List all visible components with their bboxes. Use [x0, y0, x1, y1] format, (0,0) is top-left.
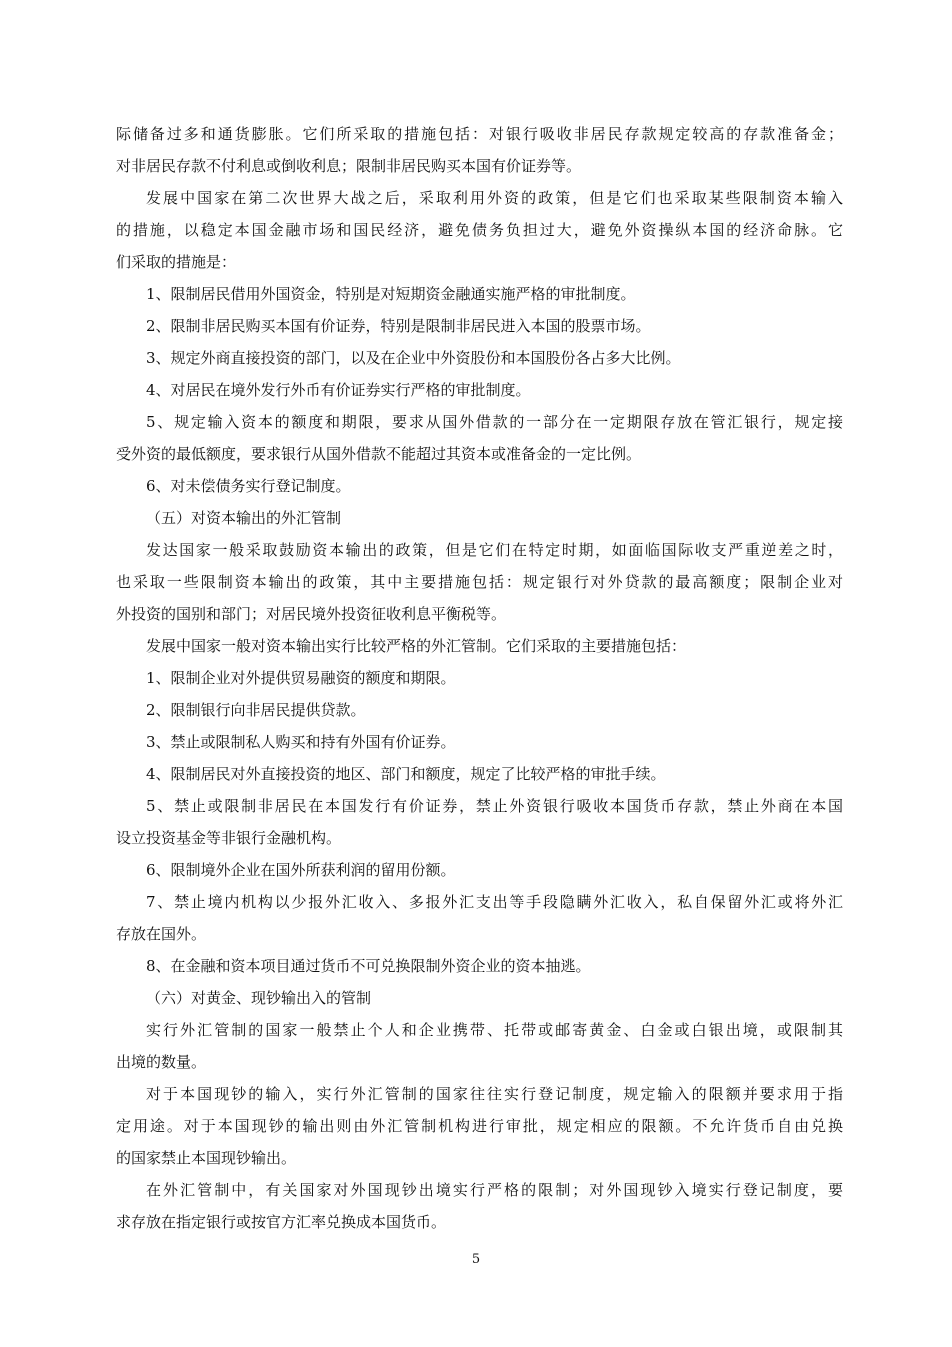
text-line: 在外汇管制中，有关国家对外国现钞出境实行严格的限制；对外国现钞入境实行登记制度，要	[146, 1181, 843, 1199]
list-item: 1、限制居民借用外国资金，特别是对短期资金融通实施严格的审批制度。	[146, 285, 636, 303]
list-item: 6、对未偿债务实行登记制度。	[146, 477, 351, 495]
text-line: 求存放在指定银行或按官方汇率兑换成本国货币。	[116, 1213, 447, 1231]
section-heading: （五）对资本输出的外汇管制	[146, 509, 342, 527]
text-line: 们采取的措施是：	[116, 253, 237, 271]
section-heading: （六）对黄金、现钞输出入的管制	[146, 989, 372, 1007]
page-number: 5	[471, 1252, 481, 1267]
text-line: 的措施，以稳定本国金融市场和国民经济，避免债务负担过大，避免外资操纵本国的经济命脉。它	[116, 221, 843, 239]
list-item: 5、规定输入资本的额度和期限，要求从国外借款的一部分在一定期限存放在管汇银行，规定接	[146, 413, 843, 431]
text-line: 定用途。对于本国现钞的输出则由外汇管制机构进行审批，规定相应的限额。不允许货币自由兑换	[116, 1117, 843, 1135]
document-body	[116, 118, 843, 1238]
list-item: 6、限制境外企业在国外所获利润的留用份额。	[146, 861, 456, 879]
text-line: 实行外汇管制的国家一般禁止个人和企业携带、托带或邮寄黄金、白金或白银出境，或限制其	[146, 1021, 843, 1039]
text-line: 发展中国家一般对资本输出实行比较严格的外汇管制。它们采取的主要措施包括：	[146, 637, 687, 655]
list-item: 4、限制居民对外直接投资的地区、部门和额度，规定了比较严格的审批手续。	[146, 765, 666, 783]
text-line: 存放在国外。	[116, 925, 207, 943]
list-item: 2、限制银行向非居民提供贷款。	[146, 701, 366, 719]
text-line: 发展中国家在第二次世界大战之后，采取利用外资的政策，但是它们也采取某些限制资本输入	[146, 189, 843, 207]
list-item: 3、规定外商直接投资的部门，以及在企业中外资股份和本国股份各占多大比例。	[146, 349, 681, 367]
text-line: 的国家禁止本国现钞输出。	[116, 1149, 297, 1167]
list-item: 4、对居民在境外发行外币有价证券实行严格的审批制度。	[146, 381, 531, 399]
text-line: 外投资的国别和部门；对居民境外投资征收利息平衡税等。	[116, 605, 507, 623]
text-line: 受外资的最低额度，要求银行从国外借款不能超过其资本或准备金的一定比例。	[116, 445, 642, 463]
text-line: 对于本国现钞的输入，实行外汇管制的国家往往实行登记制度，规定输入的限额并要求用于指	[146, 1085, 843, 1103]
text-line: 发达国家一般采取鼓励资本输出的政策，但是它们在特定时期，如面临国际收支严重逆差之时，	[146, 541, 843, 559]
text-line: 对非居民存款不付利息或倒收利息；限制非居民购买本国有价证券等。	[116, 157, 582, 175]
text-line: 也采取一些限制资本输出的政策，其中主要措施包括：规定银行对外贷款的最高额度；限制企业对	[116, 573, 843, 591]
list-item: 2、限制非居民购买本国有价证券，特别是限制非居民进入本国的股票市场。	[146, 317, 651, 335]
text-line: 出境的数量。	[116, 1053, 207, 1071]
list-item: 5、禁止或限制非居民在本国发行有价证券，禁止外资银行吸收本国货币存款，禁止外商在本国	[146, 797, 843, 815]
list-item: 1、限制企业对外提供贸易融资的额度和期限。	[146, 669, 456, 687]
list-item: 3、禁止或限制私人购买和持有外国有价证券。	[146, 733, 456, 751]
list-item: 7、禁止境内机构以少报外汇收入、多报外汇支出等手段隐瞒外汇收入，私自保留外汇或将外汇	[146, 893, 843, 911]
text-line: 际储备过多和通货膨胀。它们所采取的措施包括：对银行吸收非居民存款规定较高的存款准备金；	[116, 125, 843, 143]
list-item: 8、在金融和资本项目通过货币不可兑换限制外资企业的资本抽逃。	[146, 957, 591, 975]
text-line: 设立投资基金等非银行金融机构。	[116, 829, 342, 847]
